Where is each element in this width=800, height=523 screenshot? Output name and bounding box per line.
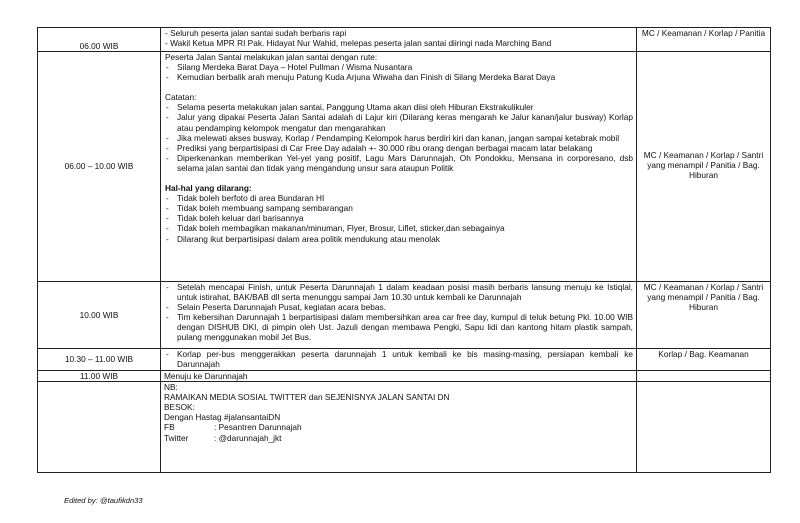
nb-cell (161, 382, 637, 473)
list-item: - Tidak boleh membuang sampang sembarangan (164, 203, 633, 213)
activity-list (164, 282, 633, 343)
empty-cell (637, 382, 771, 473)
schedule-row-1030-1100 (38, 349, 771, 371)
nb-facebook-value: : Pesantren Darunnajah (214, 422, 302, 433)
time-cell: 10.00 WIB (38, 282, 161, 349)
schedule-row-1000 (38, 282, 771, 349)
pic-cell (637, 371, 771, 382)
activity-line: - Wakil Ketua MPR RI Pak. Hidayat Nur Wahid, melepas peserta jalan santai diiringi nada Marching Band (165, 38, 552, 49)
nb-twitter-value: : @darunnajah_jkt (214, 432, 282, 443)
nb-line: BESOK: (164, 402, 195, 413)
forbidden-list (164, 193, 633, 243)
list-item: - Tidak boleh keluar dari barisannya (164, 213, 633, 223)
nb-facebook (164, 422, 633, 432)
nb-hashtag: Dengan Hastag #jalansantaiDN (164, 412, 281, 423)
list-item: - Dilarang ikut berpartisipasi dalam area politik mendukung atau menolak (164, 234, 633, 244)
activity-cell (161, 349, 637, 371)
pic-cell: Korlap / Bag. Keamanan (637, 349, 771, 371)
schedule-row-0600-1000 (38, 52, 771, 282)
route-list (164, 62, 633, 82)
activity-cell (161, 52, 637, 282)
route-intro: Peserta Jalan Santai melakukan jalan santai dengan rute: (165, 52, 378, 62)
time-cell: 10.30 – 11.00 WIB (38, 349, 161, 371)
pic-cell: MC / Keamanan / Korlap / Panitia (637, 28, 771, 52)
list-item: - Selain Peserta Darunnajah Pusat, kegiatan acara bebas. (164, 302, 633, 312)
nb-twitter (164, 433, 633, 443)
activity-cell (161, 28, 637, 52)
list-item: - Tim kebersihan Darunnajah 1 berpartisipasi dalam membersihkan area car free day, kumpul di teluk betung Pkl. 10.00 WIB dengan DISHUB DKI, di pimpin oleh Ust. Jazuli dengan membawa Pengki, Sapu lidi dan kantong hitam plastik sampah, pulang menggunakan mobil Jet Bus. (164, 312, 633, 342)
list-item: - Tidak boleh berfoto di area Bundaran HI (164, 193, 633, 203)
editor-credit: Edited by: @taufikdn33 (64, 496, 143, 505)
nb-twitter-label: Twitter (164, 432, 189, 443)
nb-line: RAMAIKAN MEDIA SOSIAL TWITTER dan SEJENISNYA JALAN SANTAI DN (164, 392, 450, 403)
schedule-table (37, 27, 771, 473)
list-item: - Prediksi yang berpartisipasi di Car Free Day adalah +- 30.000 ribu orang dengan berbagai macam latar belakang (164, 143, 633, 153)
schedule-row-1100 (38, 371, 771, 382)
list-item: - Selama peserta melakukan jalan santai, Panggung Utama akan diisi oleh Hiburan Ekstrakulikuler (164, 102, 633, 112)
list-item: - Silang Merdeka Barat Daya – Hotel Pullman / Wisma Nusantara (164, 62, 633, 72)
nb-title: NB: (164, 382, 178, 393)
list-item: - Diperkenankan memberikan Yel-yel yang positif, Lagu Mars Darunnajah, Oh Pondokku, Mensana in corporesano, dsb selama jalan santai dan tidak yang mengandung unsur sara ataupun Politik (164, 153, 633, 173)
activity-cell: Menuju ke Darunnajah (161, 371, 637, 382)
list-item: - Kemudian berbalik arah menuju Patung Kuda Arjuna Wiwaha dan Finish di Silang Merdeka Barat Daya (164, 72, 633, 82)
pic-cell: MC / Keamanan / Korlap / Santri yang menampil / Panitia / Bag. Hiburan (637, 52, 771, 282)
nb-row (38, 382, 771, 473)
notes-title: Catatan: (165, 92, 197, 103)
time-cell: 11.00 WIB (38, 371, 161, 382)
list-item: - Korlap per-bus menggerakkan peserta darunnajah 1 untuk kembali ke bis masing-masing, persiapan kembali ke Darunnajah (164, 349, 633, 369)
empty-cell (38, 382, 161, 473)
notes-list (164, 102, 633, 173)
nb-facebook-label: FB (164, 422, 175, 433)
schedule-row-0600 (38, 28, 771, 52)
forbidden-title: Hal-hal yang dilarang: (165, 183, 252, 194)
activity-line: - Seluruh peserta jalan santai sudah berbaris rapi (165, 28, 347, 38)
time-cell: 06.00 WIB (38, 28, 161, 52)
list-item: - Jika melewati akses busway, Korlap / Pendamping Kelompok harus berdiri kiri dan kanan, jangan sampai ketabrak mobil (164, 133, 633, 143)
list-item: - Tidak boleh membagikan makanan/minuman, Flyer, Brosur, Liflet, sticker,dan sebagainya (164, 223, 633, 233)
pic-cell: MC / Keamanan / Korlap / Santri yang menampil / Panitia / Bag. Hiburan (637, 282, 771, 349)
list-item: - Jalur yang dipakai Peserta Jalan Santai adalah di Lajur kiri (Dilarang keras mengarah ke Jalur kanan/jalur busway) Korlap atau pendamping kelompok mengatur dan mengarahkan (164, 112, 633, 132)
time-cell: 06.00 – 10.00 WIB (38, 52, 161, 282)
activity-cell (161, 282, 637, 349)
list-item: - Setelah mencapai Finish, untuk Peserta Darunnajah 1 dalam keadaan posisi masih berbaris lansung menuju ke Istiqlal, untuk istirahat, BAK/BAB dll serta menunggu sampai Jam 10.30 untuk kembali ke Darunnajah (164, 282, 633, 302)
activity-list (164, 349, 633, 369)
